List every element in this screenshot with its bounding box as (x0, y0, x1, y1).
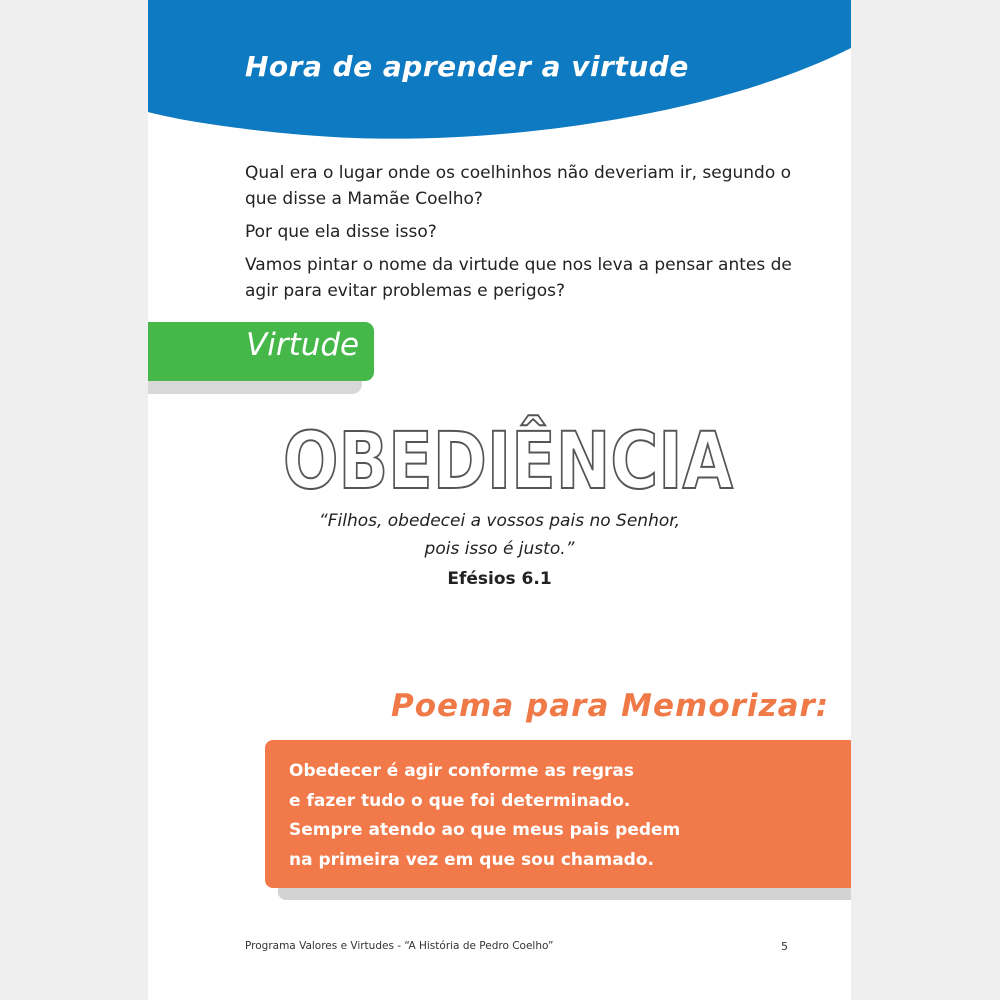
poem-line: e fazer tudo o que foi determinado. (289, 790, 631, 811)
verse-line: “Filhos, obedecei a vossos pais no Senhor, (318, 511, 681, 531)
poem-line: Obedecer é agir conforme as regras (289, 761, 635, 781)
bible-verse (148, 507, 851, 563)
question-item: Por que ela disse isso? (245, 222, 437, 242)
poem-title: Poema para Memorizar: (391, 688, 830, 724)
poem-line: na primeira vez em que sou chamado. (289, 849, 654, 870)
virtue-word-outline (278, 412, 822, 507)
verse-line: pois isso é justo.” (424, 539, 575, 559)
page-number: 5 (781, 940, 788, 953)
book-page (148, 0, 851, 1000)
question-list (245, 160, 825, 311)
poem-line: Sempre atendo ao que meus pais pedem (289, 820, 681, 840)
question-item: Vamos pintar o nome da virtude que nos leva a pensar antes de agir para evitar problemas e perigos? (245, 255, 792, 301)
footer-text: Programa Valores e Virtudes - “A História de Pedro Coelho” (245, 940, 554, 952)
virtue-word: OBEDIÊNCIA (283, 417, 822, 507)
verse-reference: Efésios 6.1 (447, 569, 552, 589)
question-item: Qual era o lugar onde os coelhinhos não deveriam ir, segundo o que disse a Mamãe Coelho? (245, 163, 792, 209)
virtue-tag-label: Virtude (246, 327, 360, 363)
poem-lines (289, 757, 680, 875)
header-title: Hora de aprender a virtude (245, 50, 689, 83)
